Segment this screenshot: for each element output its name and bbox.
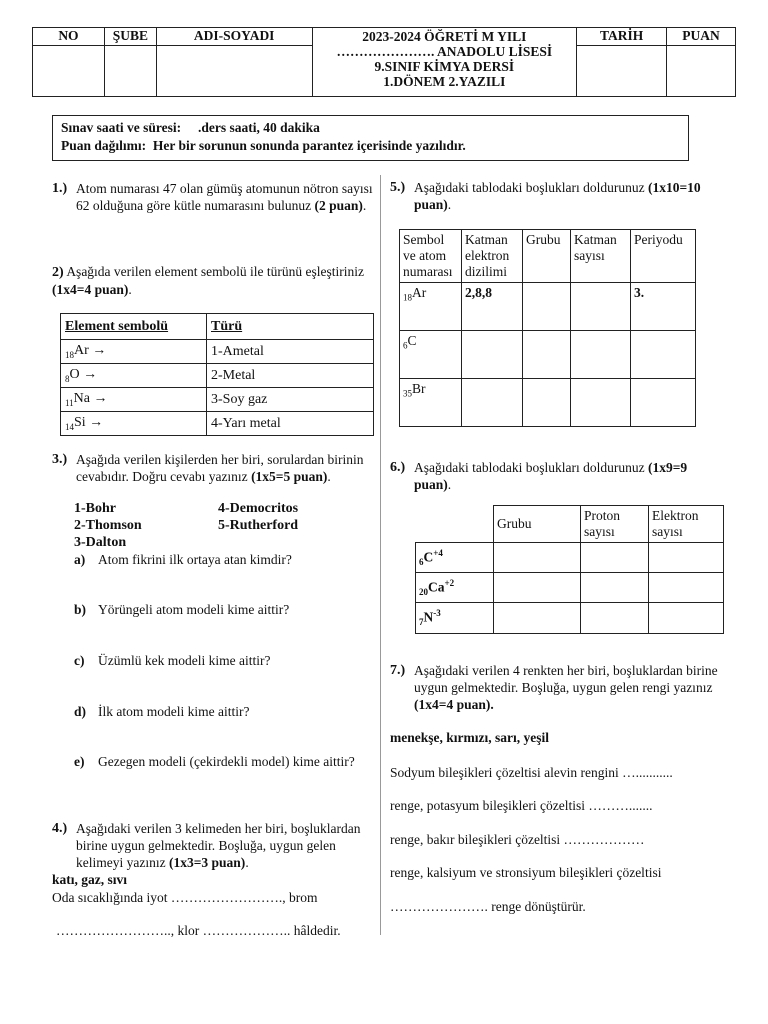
- exam-info-box: [52, 115, 689, 161]
- sube-field[interactable]: [104, 46, 156, 97]
- header-tarih: TARİH: [577, 28, 667, 46]
- question-text: Aşağıdaki verilen 3 kelimeden her biri, boşluklardan birine uygun gelmektedir. Boşluğa, uygun gelen kelimeyi yazınız: [76, 821, 361, 870]
- atomic-number: 7: [419, 617, 424, 628]
- element-type: 1-Ametal: [207, 340, 374, 364]
- atomic-number: 8: [65, 373, 70, 384]
- table-header: Sembol ve atom numarası: [400, 230, 462, 283]
- fill-blank-line: renge, bakır bileşikleri çözeltisi ………………: [390, 832, 645, 847]
- question-points: (1x5=5 puan): [251, 469, 328, 484]
- element-symbol: C: [407, 333, 417, 348]
- question-end: .: [362, 198, 367, 213]
- header-title: [312, 28, 577, 97]
- ion-charge: +2: [444, 578, 455, 589]
- table-row: [400, 331, 696, 379]
- table-header: Katman sayısı: [571, 230, 631, 283]
- header-sube: ŞUBE: [104, 28, 156, 46]
- header-title-line: …………………. ANADOLU LİSESİ: [336, 44, 553, 59]
- table-row: [416, 573, 724, 603]
- table-header: Element sembolü: [61, 314, 207, 340]
- header-adi-soyadi: ADI-SOYADI: [156, 28, 312, 46]
- group-cell[interactable]: [523, 283, 571, 331]
- element-symbol: Br: [412, 381, 426, 396]
- group-cell[interactable]: [494, 543, 581, 573]
- question-3: [52, 451, 378, 485]
- exam-duration-label: Sınav saati ve süresi:: [61, 120, 182, 135]
- element-symbol: C: [423, 549, 434, 565]
- question-2: [52, 263, 378, 298]
- element-symbol: Ar →: [74, 343, 107, 359]
- table-header: Elektron sayısı: [649, 506, 724, 543]
- ion-charge: +4: [433, 548, 443, 558]
- question-points: (1x4=4 puan): [52, 282, 129, 297]
- electron-cell[interactable]: [649, 543, 724, 573]
- table-header: Grubu: [494, 506, 581, 543]
- sub-question-text: Yörüngeli atom modeli kime aittir?: [98, 602, 290, 617]
- fill-blank-line: …………………. renge dönüştürür.: [390, 899, 586, 914]
- table-row: [61, 364, 374, 388]
- period-cell[interactable]: [631, 331, 696, 379]
- sub-question: [74, 703, 364, 720]
- electron-cell[interactable]: [649, 603, 724, 633]
- element-symbol: Si →: [74, 415, 104, 431]
- question-6: [390, 459, 720, 493]
- question-number: 3.): [52, 452, 68, 467]
- proton-cell[interactable]: [581, 543, 649, 573]
- sub-question-text: Gezegen modeli (çekirdekli model) kime aittir?: [98, 754, 355, 769]
- puan-field[interactable]: [667, 46, 736, 97]
- table-row: [61, 412, 374, 436]
- question-4: [52, 820, 378, 939]
- electron-config-cell[interactable]: [462, 331, 523, 379]
- question-text: Aşağıdaki tablodaki boşlukları doldurunuz: [414, 180, 645, 195]
- table-header: [416, 506, 494, 543]
- question-text: Atom numarası 47 olan gümüş atomunun nötron sayısı 62 olduğuna göre kütle numarasını bulunuz: [76, 181, 373, 213]
- proton-cell[interactable]: [581, 603, 649, 633]
- atomic-number: 11: [65, 397, 74, 408]
- question-number: 4.): [52, 821, 68, 836]
- adi-soyadi-field[interactable]: [156, 46, 312, 97]
- sub-question-label: d): [74, 704, 87, 719]
- header-puan: PUAN: [667, 28, 736, 46]
- question-end: .: [447, 197, 452, 212]
- points-distribution-label: Puan dağılımı:: [61, 138, 147, 153]
- sub-question-text: Üzümlü kek modeli kime aittir?: [98, 653, 271, 668]
- element-symbol: Na →: [73, 391, 108, 407]
- element-type: 3-Soy gaz: [207, 388, 374, 412]
- question-points: (1x3=3 puan): [168, 855, 246, 870]
- element-type: 2-Metal: [207, 364, 374, 388]
- scientist-name: 1-Bohr: [74, 501, 116, 516]
- question-number: 2): [52, 265, 64, 280]
- header-title-line: 2023-2024 ÖĞRETİ M YILI: [362, 29, 527, 44]
- ion-charge: -3: [433, 608, 441, 619]
- atomic-number: 14: [65, 421, 74, 432]
- table-header: Katman elektron dizilimi: [462, 230, 523, 283]
- table-row: [416, 603, 724, 633]
- question-end: .: [327, 469, 331, 484]
- color-options: menekşe, kırmızı, sarı, yeşil: [390, 730, 549, 745]
- question-text: Aşağıdaki tablodaki boşlukları doldurunuz: [414, 460, 645, 475]
- sub-question-label: e): [74, 754, 85, 769]
- table-header: Türü: [207, 314, 374, 340]
- scientist-list: [74, 500, 374, 551]
- exam-duration-value: .ders saati, 40 dakika: [198, 120, 320, 135]
- points-distribution-value: Her bir sorunun sonunda parantez içerisinde yazılıdır.: [152, 138, 466, 153]
- no-field[interactable]: [33, 46, 105, 97]
- question-points: (1x4=4 puan).: [414, 697, 494, 712]
- scientist-name: 2-Thomson: [74, 518, 142, 533]
- sub-question: [74, 601, 364, 618]
- fill-blank-line: renge, potasyum bileşikleri çözeltisi ……….......: [390, 798, 653, 813]
- question-7: [390, 662, 730, 713]
- scientist-name: 3-Dalton: [74, 535, 127, 550]
- header-no: NO: [33, 28, 105, 46]
- atomic-number: 18: [403, 292, 412, 303]
- ion-table: [415, 505, 724, 634]
- atomic-number: 6: [403, 340, 408, 351]
- atomic-number: 20: [419, 587, 428, 598]
- question-number: 5.): [390, 180, 406, 195]
- fill-blank-line: Sodyum bileşikleri çözeltisi alevin rengini …...........: [390, 765, 673, 780]
- question-5: [390, 179, 720, 213]
- sub-question-label: b): [74, 602, 87, 617]
- table-row: [400, 379, 696, 427]
- element-symbol: Ar: [412, 285, 427, 300]
- tarih-field[interactable]: [577, 46, 667, 97]
- fill-blank-line: Oda sıcaklığında iyot ……………………., brom: [52, 890, 318, 905]
- header-title-line: 9.SINIF KİMYA DERSİ: [374, 59, 515, 74]
- electron-cell[interactable]: [649, 573, 724, 603]
- question-points: (2 puan): [314, 198, 363, 213]
- table-row: [61, 388, 374, 412]
- question-text: Aşağıdaki verilen 4 renkten her biri, boşluklardan birine uygun gelmektedir. Boşluğa, uygun gelen rengi yazınız: [414, 663, 718, 695]
- sub-question-text: Atom fikrini ilk ortaya atan kimdir?: [98, 552, 292, 567]
- sub-question-label: a): [74, 552, 86, 567]
- table-header: Grubu: [523, 230, 571, 283]
- question-points: (1x9=9 puan): [414, 460, 688, 492]
- period-cell[interactable]: 3.: [631, 283, 696, 331]
- shell-count-cell[interactable]: [571, 331, 631, 379]
- period-cell[interactable]: [631, 379, 696, 427]
- group-cell[interactable]: [523, 379, 571, 427]
- sub-question-text: İlk atom modeli kime aittir?: [98, 704, 250, 719]
- sub-question-label: c): [74, 653, 85, 668]
- atomic-number: 6: [419, 557, 424, 568]
- proton-cell[interactable]: [581, 573, 649, 603]
- atom-structure-table: [399, 229, 696, 427]
- atomic-number: 35: [403, 388, 412, 399]
- table-row: [416, 543, 724, 573]
- sub-question: [74, 652, 364, 669]
- sub-question: [74, 753, 364, 770]
- question-end: .: [128, 282, 132, 297]
- element-symbol: Ca: [428, 579, 445, 595]
- fill-blank-line: …………………….., klor ……………….. hâldedir.: [56, 923, 341, 938]
- header-title-line: 1.DÖNEM 2.YAZILI: [383, 74, 506, 89]
- element-type: 4-Yarı metal: [207, 412, 374, 436]
- sub-question: [74, 551, 364, 568]
- atomic-number: 18: [65, 349, 74, 360]
- table-header: Periyodu: [631, 230, 696, 283]
- question-end: .: [245, 855, 249, 870]
- electron-config-cell[interactable]: [462, 379, 523, 427]
- header-table: [32, 27, 736, 97]
- table-row: [400, 283, 696, 331]
- table-row: [61, 340, 374, 364]
- element-symbol: N: [423, 609, 434, 625]
- shell-count-cell[interactable]: [571, 283, 631, 331]
- group-cell[interactable]: [494, 603, 581, 633]
- group-cell[interactable]: [523, 331, 571, 379]
- word-options: katı, gaz, sıvı: [52, 872, 128, 887]
- element-symbol: O →: [69, 367, 98, 383]
- column-divider: [380, 175, 381, 935]
- scientist-name: 4-Democritos: [218, 501, 299, 516]
- element-matching-table: [60, 313, 374, 436]
- shell-count-cell[interactable]: [571, 379, 631, 427]
- question-number: 1.): [52, 181, 68, 196]
- question-end: .: [447, 477, 452, 492]
- electron-config-cell[interactable]: 2,8,8: [462, 283, 523, 331]
- question-text: Aşağıda verilen element sembolü ile türünü eşleştiriniz: [66, 264, 364, 279]
- question-number: 6.): [390, 460, 406, 475]
- question-text: Aşağıda verilen kişilerden her biri, sorulardan birinin cevabıdır. Doğru cevabı yazınız: [76, 452, 364, 484]
- scientist-name: 5-Rutherford: [218, 518, 299, 533]
- fill-blank-line: renge, kalsiyum ve stronsiyum bileşikleri çözeltisi: [390, 865, 662, 880]
- group-cell[interactable]: [494, 573, 581, 603]
- table-header: Proton sayısı: [581, 506, 649, 543]
- question-points: (1x10=10 puan): [414, 180, 701, 212]
- question-number: 7.): [390, 663, 406, 678]
- question-1: [52, 180, 378, 214]
